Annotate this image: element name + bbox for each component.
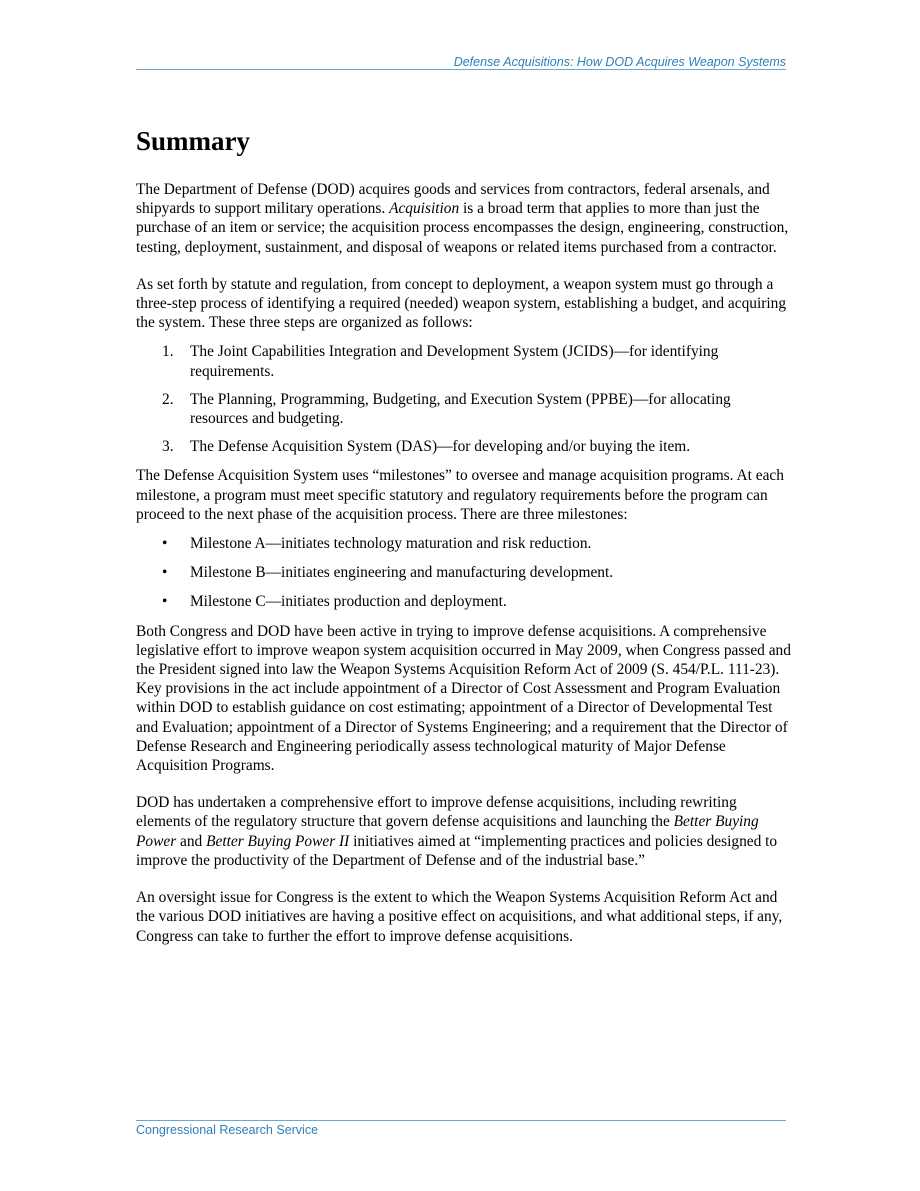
footer-publisher: Congressional Research Service: [136, 1123, 319, 1137]
milestones-list: [136, 534, 791, 612]
header-divider: [136, 69, 786, 70]
initiatives-text-b: and: [176, 832, 207, 850]
running-header: Defense Acquisitions: How DOD Acquires Weapon Systems: [453, 55, 786, 69]
list-item: [136, 390, 791, 428]
list-item: [136, 563, 791, 582]
list-item-text: Milestone B—initiates engineering and manufacturing development.: [190, 564, 614, 582]
paragraph-oversight: An oversight issue for Congress is the extent to which the Weapon Systems Acquisition Reform Act and the various DOD initiatives are having a positive effect on acquisitions, and what additional steps, if any, Congress can take to further the effort to improve defense acquisitions.: [136, 889, 783, 945]
list-item: [136, 534, 791, 553]
list-item-text: The Joint Capabilities Integration and Development System (JCIDS)—for identifying requirements.: [190, 343, 719, 380]
initiatives-text-a: DOD has undertaken a comprehensive effort to improve defense acquisitions, including rewriting elements of the regulatory structure that govern defense acquisitions and launching the: [136, 794, 737, 831]
footer-divider: [136, 1120, 786, 1121]
list-item-text: The Planning, Programming, Budgeting, and Execution System (PPBE)—for allocating resources and budgeting.: [190, 390, 731, 428]
intro-text-a: The Department of Defense (DOD) acquires goods and services from contractors, federal arsenals, and shipyards to support military operations.: [136, 181, 770, 218]
list-item-text: The Defense Acquisition System (DAS)—for developing and/or buying the item.: [190, 438, 691, 456]
list-item: [136, 342, 791, 380]
initiative-name-2: Better Buying Power II: [206, 832, 350, 850]
list-number: 3.: [162, 438, 174, 456]
list-item: [136, 592, 791, 611]
initiative-name-1: Better Buying Power: [136, 813, 759, 850]
paragraph-milestones: The Defense Acquisition System uses “milestones” to oversee and manage acquisition programs. At each milestone, a program must meet specific statutory and regulatory requirements before the program can proceed to the next phase of the acquisition process. There are three milestones:: [136, 467, 784, 523]
paragraph-dod-initiatives: [136, 793, 791, 870]
bullet-icon: •: [162, 564, 168, 582]
section-heading: Summary: [136, 126, 250, 156]
list-number: 1.: [162, 343, 174, 361]
steps-list: [136, 342, 791, 456]
list-number: 2.: [162, 390, 174, 408]
bullet-icon: •: [162, 535, 168, 553]
intro-text-b: is a broad term that applies to more than just the purchase of an item or service; the acquisition process encompasses the design, engineering, construction, testing, deployment, sustainment, and disposal of weapons or related items purchased from a contractor.: [136, 200, 789, 256]
list-item-text: Milestone A—initiates technology maturation and risk reduction.: [190, 535, 592, 553]
list-item: [136, 437, 791, 456]
paragraph-intro: [136, 180, 791, 257]
paragraph-process: As set forth by statute and regulation, from concept to deployment, a weapon system must go through a three-step process of identifying a required (needed) weapon system, establishing a budget, and acquiring the system. These three steps are organized as follows:: [136, 275, 787, 332]
list-item-text: Milestone C—initiates production and deployment.: [190, 593, 507, 611]
paragraph-reform-act: Both Congress and DOD have been active in trying to improve defense acquisitions. A comprehensive legislative effort to improve weapon system acquisition occurred in May 2009, when Congress passed and the President signed into law the Weapon Systems Acquisition Reform Act of 2009 (S. 454/P.L. 111-23). Key provisions in the act include appointment of a Director of Cost Assessment and Program Evaluation within DOD to establish guidance on cost estimating; appointment of a Director of Developmental Test and Evaluation; appointment of a Director of Systems Engineering; and a requirement that the Director of Defense Research and Engineering periodically assess technological maturity of Major Defense Acquisition Programs.: [136, 622, 791, 775]
intro-term: Acquisition: [389, 200, 460, 218]
page-body: [136, 124, 791, 964]
bullet-icon: •: [162, 593, 168, 611]
initiatives-text-c: initiatives aimed at “implementing practices and policies designed to improve the productivity of the Department of Defense and of the industrial base.”: [136, 832, 778, 869]
